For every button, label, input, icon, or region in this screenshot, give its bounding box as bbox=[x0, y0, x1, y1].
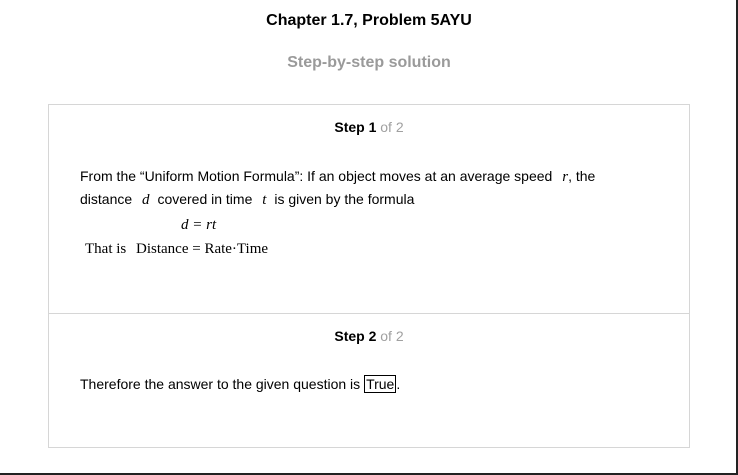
variable-r: r bbox=[562, 169, 569, 185]
page-title: Chapter 1.7, Problem 5AYU bbox=[266, 12, 472, 29]
distance-rate-time-equation: Distance = Rate·Time bbox=[136, 241, 269, 257]
step-2-card bbox=[48, 313, 690, 448]
step-2-count: of 2 bbox=[380, 328, 404, 344]
step-1-that-is bbox=[85, 241, 268, 258]
page-subtitle: Step-by-step solution bbox=[287, 54, 451, 71]
step-1-line-1 bbox=[80, 166, 595, 187]
variable-d: d bbox=[142, 192, 150, 208]
step-1-label: Step 1 bbox=[334, 119, 377, 135]
step-1-line-2-text-b: covered in time bbox=[157, 191, 253, 207]
answer-box: True bbox=[366, 376, 395, 392]
that-is-label: That is bbox=[85, 241, 127, 257]
step-1-count: of 2 bbox=[380, 119, 404, 135]
step-1-line-2-text-c: is given by the formula bbox=[274, 191, 415, 207]
step-1-line-1-text: From the “Uniform Motion Formula”: If an object moves at an average speed bbox=[80, 168, 553, 184]
step-2-label: Step 2 bbox=[334, 328, 377, 344]
step-2-line bbox=[80, 374, 400, 394]
uniform-motion-equation: d = rt bbox=[181, 217, 217, 233]
step-1-line-2 bbox=[80, 189, 414, 210]
step-1-card bbox=[48, 104, 690, 315]
step-1-heading bbox=[49, 119, 689, 135]
step-2-text: Therefore the answer to the given question is bbox=[80, 376, 361, 392]
step-1-line-2-text-a: distance bbox=[80, 191, 133, 207]
step-2-period: . bbox=[396, 376, 401, 392]
step-2-heading bbox=[49, 328, 689, 344]
variable-t: t bbox=[262, 192, 267, 208]
step-1-line-1-end: , the bbox=[568, 168, 596, 184]
